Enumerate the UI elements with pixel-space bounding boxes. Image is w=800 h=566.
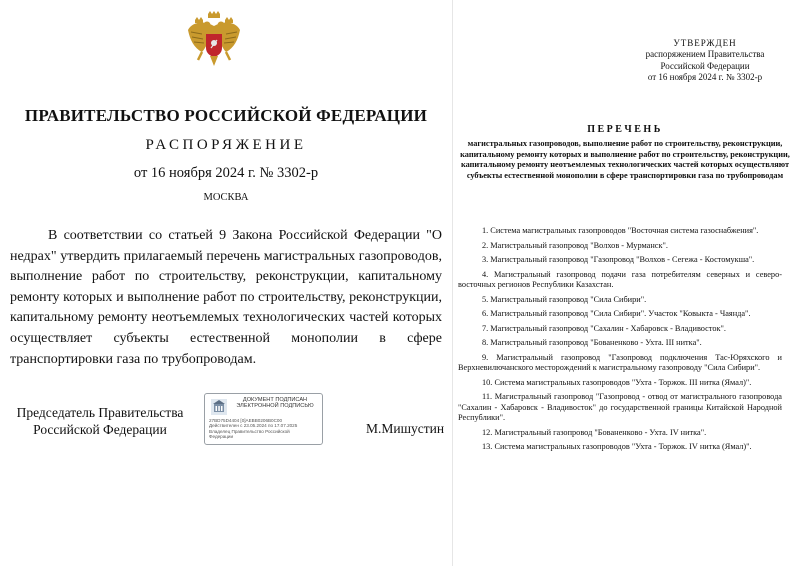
approved-line-2: распоряжением Правительства	[645, 49, 765, 60]
order-body-text: В соответствии со статьей 9 Закона Российской Федерации "О недрах" утвердить прилагаемый перечень магистральных газопроводов, выполнение работ по строительству, реконструкции, капитальному ремонту которых и выполнение работ по строительству, реконструкции, капитальному ремонту неотъемлемых технологических частей которых осуществляет субъекты естественной монополии в сфере транспортировки газа по трубопроводам.	[10, 228, 442, 367]
list-item: 7. Магистральный газопровод "Сахалин - Хабаровск - Владивосток".	[482, 323, 727, 333]
approval-stamp	[620, 38, 790, 84]
order-date-number: от 16 ноября 2024 г. № 3302-р	[133, 165, 319, 181]
esig-line-2: ЭЛЕКТРОННОЙ ПОДПИСЬЮ	[236, 403, 314, 410]
approved-line-1: УТВЕРЖДЕН	[673, 38, 737, 48]
esig-line-1: ДОКУМЕНТ ПОДПИСАН	[242, 397, 308, 403]
electronic-signature-stamp	[204, 393, 323, 445]
list-subtitle: магистральных газопроводов, выполнение работ по строительству, реконструкции, капитальному ремонту которых и выполнение работ по строительству, реконструкции, капитальному ремонту неотъемлемых технологических частей которых осуществляют субъекты естественной монополии в сфере транспортировки газа по трубопроводам	[460, 139, 790, 181]
list-item: 13. Система магистральных газопроводов "Ухта - Торжок. IV нитка (Ямал)".	[482, 442, 752, 451]
esig-cert-line-2: Действителен с 23.05.2024 по 17.07.2025	[209, 423, 298, 429]
signatory-line-1: Председатель Правительства	[16, 405, 184, 420]
russian-coat-of-arms-icon	[186, 10, 242, 68]
list-item: 5. Магистральный газопровод "Сила Сибири".	[482, 294, 647, 304]
government-title: ПРАВИТЕЛЬСТВО РОССИЙСКОЙ ФЕДЕРАЦИИ	[24, 106, 428, 125]
esig-cert-line-1: 27BD75D4404 [0]AEBB0206B0C00	[209, 418, 283, 423]
list-item: 12. Магистральный газопровод "Бованенково - Ухта. IV нитка".	[482, 427, 707, 437]
approved-line-3: Российской Федерации	[660, 60, 750, 71]
list-item: 2. Магистральный газопровод "Волхов - Мурманск".	[482, 240, 668, 250]
order-title: РАСПОРЯЖЕНИЕ	[145, 137, 307, 153]
esig-cert-line-4: Федерации	[209, 434, 234, 440]
approved-line-4: от 16 ноября 2024 г. № 3302-р	[647, 72, 763, 83]
list-item: 6. Магистральный газопровод "Сила Сибири". Участок "Ковыкта - Чаянда".	[482, 309, 751, 318]
esig-cert-line-3: Владелец Правительство Российской	[209, 428, 290, 434]
list-item: 3. Магистральный газопровод "Газопровод "Волхов - Сегежа - Костомукша".	[482, 255, 755, 264]
signatory-line-2: Российской Федерации	[33, 422, 167, 437]
list-item: 8. Магистральный газопровод "Бованенково - Ухта. III нитка".	[482, 338, 702, 347]
list-item: 9. Магистральный газопровод "Газопровод подключения Тас-Юряхского и Верхневилючанского месторождений к магистральному газопроводу "Сила Сибири".	[458, 352, 782, 372]
pipeline-list	[458, 226, 782, 457]
list-item: 10. Система магистральных газопроводов "Ухта - Торжок. III нитка (Ямал)".	[482, 377, 752, 387]
signatory-position	[12, 404, 188, 438]
list-item: 11. Магистральный газопровод "Газопровод - отвод от магистрального газопровода "Сахалин - Хабаровск - Владивосток" до государственной границы Китайской Народной Республики".	[458, 392, 782, 422]
order-city: МОСКВА	[203, 192, 249, 203]
seal-icon	[210, 398, 228, 416]
list-heading	[460, 124, 790, 182]
list-item: 4. Магистральный газопровод подачи газа потребителям северных и северо-восточных регионов Республики Казахстан.	[458, 269, 782, 289]
list-item: 1. Система магистральных газопроводов "Восточная система газоснабжения".	[482, 226, 759, 235]
list-title: ПЕРЕЧЕНЬ	[587, 124, 663, 135]
signatory-name: М.Мишустин	[366, 421, 445, 436]
